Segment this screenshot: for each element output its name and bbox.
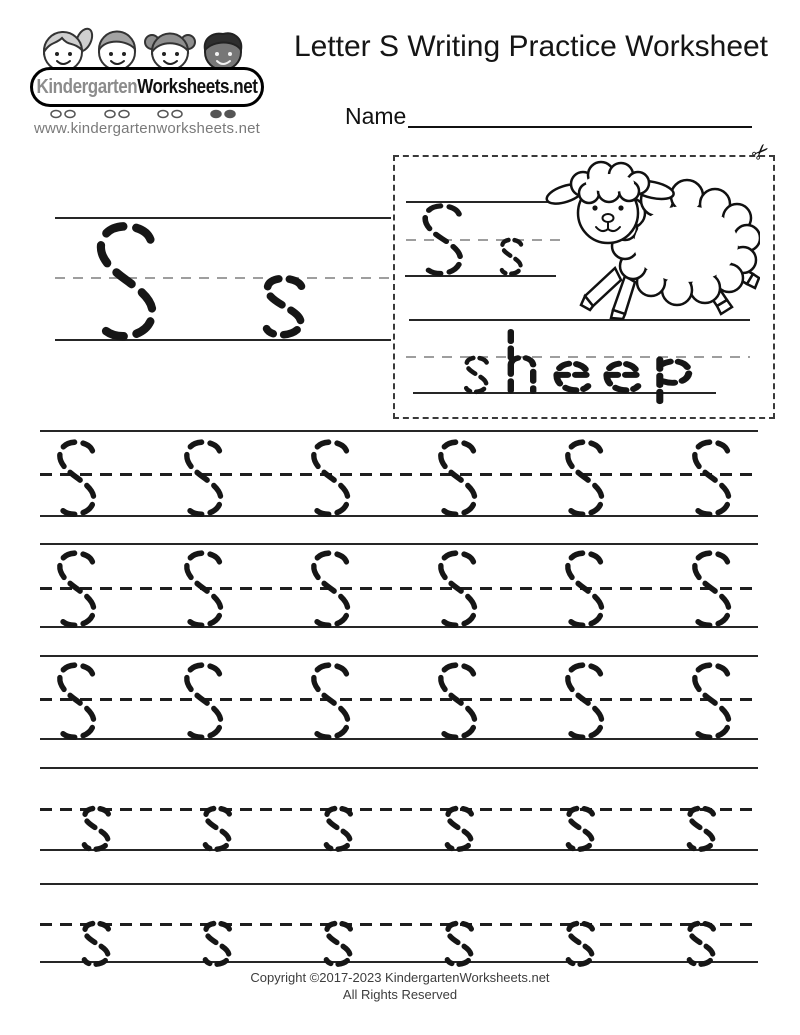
trace-letter-s: [561, 805, 601, 853]
trace-letter-s: [319, 805, 359, 853]
intro-top-line: [55, 217, 391, 219]
trace-letter-S: [50, 438, 104, 518]
row-bottom-line: [40, 738, 758, 740]
trace-letter-h: [502, 329, 542, 394]
row-top-line: [40, 543, 758, 545]
sheep-illustration: [545, 158, 760, 320]
trace-letter-s: [682, 805, 722, 853]
trace-letter-s: [561, 920, 601, 968]
rights-text: All Rights Reserved: [342, 987, 458, 1002]
trace-letter-s: [496, 237, 528, 277]
row-top-line: [40, 430, 758, 432]
row-bottom-line: [40, 849, 758, 851]
page-title: Letter S Writing Practice Worksheet: [293, 30, 769, 63]
trace-letter-S: [431, 661, 485, 741]
trace-letter-s: [440, 805, 480, 853]
trace-letter-S: [304, 549, 358, 629]
trace-letter-S: [177, 438, 231, 518]
trace-letter-e: [551, 354, 593, 395]
trace-letter-s: [460, 355, 494, 395]
site-url: www.kindergartenworksheets.net: [33, 120, 261, 137]
logo-banner: [30, 67, 264, 107]
name-blank-line: [408, 126, 752, 128]
trace-letter-s: [77, 805, 117, 853]
row-top-line: [40, 883, 758, 885]
trace-letter-S: [431, 549, 485, 629]
trace-letter-S: [431, 438, 485, 518]
trace-letter-S: [50, 661, 104, 741]
row-bottom-line: [40, 515, 758, 517]
trace-letter-s: [319, 920, 359, 968]
trace-letter-S: [558, 438, 612, 518]
trace-letter-S: [304, 661, 358, 741]
trace-letter-s: [256, 274, 314, 340]
logo-text-kindergarten: Kindergarten: [36, 75, 138, 98]
trace-letter-s: [198, 920, 238, 968]
trace-letter-S: [177, 661, 231, 741]
copyright-text: Copyright ©2017-2023 KindergartenWorksheets.net: [250, 970, 550, 985]
trace-letter-S: [415, 202, 471, 277]
footer: [0, 969, 800, 1003]
row-mid-dashed-line: [40, 808, 758, 811]
row-mid-dashed-line: [40, 923, 758, 926]
trace-letter-S: [86, 220, 168, 342]
row-bottom-line: [40, 961, 758, 963]
trace-letter-s: [77, 920, 117, 968]
trace-letter-S: [685, 661, 739, 741]
trace-letter-s: [682, 920, 722, 968]
row-top-line: [40, 655, 758, 657]
name-label: Name: [345, 103, 407, 129]
row-mid-dashed-line: [40, 698, 758, 701]
trace-letter-S: [685, 549, 739, 629]
scissors-icon: ✂: [746, 137, 776, 167]
row-mid-dashed-line: [40, 473, 758, 476]
trace-letter-S: [558, 661, 612, 741]
trace-letter-S: [177, 549, 231, 629]
trace-letter-S: [304, 438, 358, 518]
trace-letter-e: [601, 354, 643, 395]
trace-letter-S: [558, 549, 612, 629]
row-mid-dashed-line: [40, 587, 758, 590]
trace-letter-p: [651, 355, 695, 410]
trace-letter-S: [50, 549, 104, 629]
trace-letter-s: [440, 920, 480, 968]
row-bottom-line: [40, 626, 758, 628]
trace-letter-S: [685, 438, 739, 518]
logo-text-worksheets: Worksheets.net: [137, 75, 258, 98]
row-top-line: [40, 767, 758, 769]
trace-letter-s: [198, 805, 238, 853]
